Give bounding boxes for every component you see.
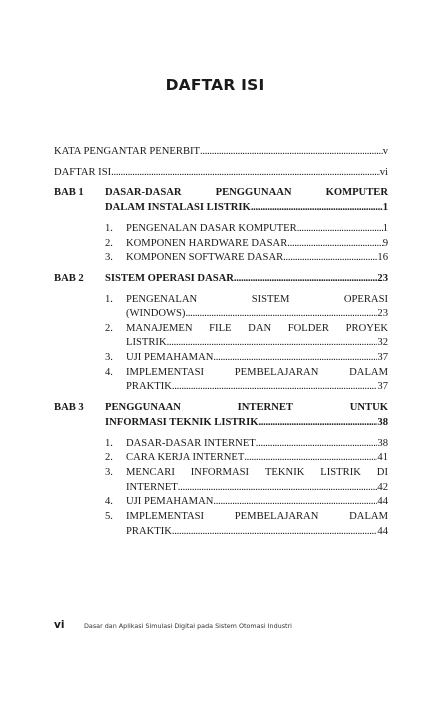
dot-leader: [213, 495, 377, 508]
chapter-title-word: KOMPUTER: [325, 187, 388, 198]
item-word: IMPLEMENTASI: [126, 367, 205, 378]
item-word: LISTRIK: [320, 467, 361, 478]
dot-leader: [244, 451, 377, 464]
item-word: DALAM: [349, 367, 388, 378]
item-label: LISTRIK: [126, 337, 167, 348]
item-number: 5.: [105, 511, 113, 522]
dot-leader: [172, 525, 377, 538]
item-page: 42: [377, 482, 388, 493]
toc-entry-front-1[interactable]: [54, 166, 388, 179]
dot-leader: [111, 166, 380, 179]
item-number: 4.: [105, 496, 113, 507]
chapter-title-line1[interactable]: [105, 186, 388, 199]
item-label: CARA KERJA INTERNET: [126, 452, 245, 463]
item-number: 3.: [105, 352, 113, 363]
item-page: 1: [382, 223, 388, 234]
page-title: DAFTAR ISI: [165, 76, 265, 94]
item-page: 41: [377, 452, 388, 463]
toc-item[interactable]: [126, 237, 388, 250]
toc-item[interactable]: [126, 481, 388, 494]
chapter-title-line2[interactable]: [105, 201, 388, 214]
toc-item[interactable]: [126, 336, 388, 349]
item-word: MANAJEMEN: [126, 323, 193, 334]
item-page: 37: [377, 381, 388, 392]
item-page: 32: [377, 337, 388, 348]
item-word: OPERASI: [343, 294, 388, 305]
chapter-label: BAB 3: [54, 402, 84, 413]
item-label: INTERNET: [126, 482, 178, 493]
item-page: 16: [377, 252, 388, 263]
chapter-title-word: INTERNET: [237, 402, 293, 413]
item-word: IMPLEMENTASI: [126, 511, 205, 522]
item-word: TEKNIK: [264, 467, 305, 478]
item-label-line1[interactable]: [126, 466, 388, 479]
chapter-title-line2[interactable]: [105, 416, 388, 429]
dot-leader: [178, 481, 378, 494]
dot-leader: [172, 380, 377, 393]
item-word: MENCARI: [126, 467, 175, 478]
item-page: 37: [377, 352, 388, 363]
item-label: KOMPONEN SOFTWARE DASAR: [126, 252, 284, 263]
item-number: 3.: [105, 467, 113, 478]
dot-leader: [185, 307, 377, 320]
chapter-page: 1: [382, 202, 388, 213]
footer-page-number: vi: [54, 619, 65, 631]
item-word: INFORMASI: [190, 467, 250, 478]
item-number: 1.: [105, 294, 113, 305]
toc-entry-front-0[interactable]: [54, 145, 388, 158]
item-label: UJI PEMAHAMAN: [126, 352, 214, 363]
toc-item[interactable]: [126, 525, 388, 538]
dot-leader: [283, 251, 377, 264]
dot-leader: [213, 351, 377, 364]
chapter-title-word: DASAR-DASAR: [105, 187, 182, 198]
dot-leader: [287, 237, 382, 250]
item-word: PEMBELAJARAN: [234, 511, 319, 522]
item-page: 38: [377, 438, 388, 449]
item-number: 2.: [105, 238, 113, 249]
dot-leader: [167, 336, 378, 349]
item-number: 4.: [105, 367, 113, 378]
toc-item[interactable]: [126, 380, 388, 393]
dot-leader: [297, 222, 383, 235]
item-word: DALAM: [349, 511, 388, 522]
item-page: 9: [382, 238, 388, 249]
item-word: SISTEM: [251, 294, 290, 305]
item-word: DI: [376, 467, 388, 478]
toc-item[interactable]: [126, 437, 388, 450]
item-number: 2.: [105, 323, 113, 334]
chapter-title: SISTEM OPERASI DASAR: [105, 273, 234, 284]
item-label: PRAKTIK: [126, 526, 172, 537]
item-label: KOMPONEN HARDWARE DASAR: [126, 238, 288, 249]
chapter-title: INFORMASI TEKNIK LISTRIK: [105, 417, 259, 428]
chapter-title: DALAM INSTALASI LISTRIK: [105, 202, 251, 213]
toc-entry-page: vi: [379, 167, 388, 178]
chapter-title-word: PENGGUNAAN: [105, 402, 181, 413]
item-number: 1.: [105, 438, 113, 449]
chapter-title-word: PENGGUNAAN: [215, 187, 292, 198]
item-number: 2.: [105, 452, 113, 463]
item-word: PEMBELAJARAN: [234, 367, 319, 378]
chapter-label: BAB 2: [54, 273, 84, 284]
dot-leader: [251, 201, 383, 214]
dot-leader: [256, 437, 378, 450]
item-word: PROYEK: [345, 323, 388, 334]
item-page: 44: [377, 496, 388, 507]
item-label: (WINDOWS): [126, 308, 186, 319]
toc-item[interactable]: [126, 222, 388, 235]
chapter-page: 23: [377, 273, 388, 284]
footer-book-title: Dasar dan Aplikasi Simulasi Digital pada Sistem Otomasi Industri: [84, 622, 292, 630]
toc-item[interactable]: [126, 495, 388, 508]
item-label: DASAR-DASAR INTERNET: [126, 438, 256, 449]
item-label-line1[interactable]: [126, 293, 388, 306]
toc-item[interactable]: [126, 251, 388, 264]
toc-entry-page: v: [382, 146, 388, 157]
toc-item[interactable]: [126, 451, 388, 464]
item-page: 23: [377, 308, 388, 319]
toc-entry-label: KATA PENGANTAR PENERBIT: [54, 146, 201, 157]
item-label: UJI PEMAHAMAN: [126, 496, 214, 507]
toc-entry-label: DAFTAR ISI: [54, 167, 112, 178]
chapter-title-word: UNTUK: [349, 402, 388, 413]
item-number: 1.: [105, 223, 113, 234]
item-page: 44: [377, 526, 388, 537]
dot-leader: [258, 416, 377, 429]
chapter-title-line[interactable]: [105, 272, 388, 285]
item-label-line1[interactable]: [126, 366, 388, 379]
item-word: FILE: [209, 323, 232, 334]
toc-item[interactable]: [126, 351, 388, 364]
toc-item[interactable]: [126, 307, 388, 320]
dot-leader: [200, 145, 383, 158]
item-label-line1[interactable]: [126, 322, 388, 335]
chapter-page: 38: [377, 417, 388, 428]
item-word: FOLDER: [287, 323, 329, 334]
item-word: DAN: [248, 323, 272, 334]
item-label-line1[interactable]: [126, 510, 388, 523]
item-label: PENGENALAN DASAR KOMPUTER: [126, 223, 297, 234]
item-number: 3.: [105, 252, 113, 263]
item-word: PENGENALAN: [126, 294, 198, 305]
chapter-title-line1[interactable]: [105, 401, 388, 414]
dot-leader: [234, 272, 377, 285]
chapter-label: BAB 1: [54, 187, 84, 198]
item-label: PRAKTIK: [126, 381, 172, 392]
